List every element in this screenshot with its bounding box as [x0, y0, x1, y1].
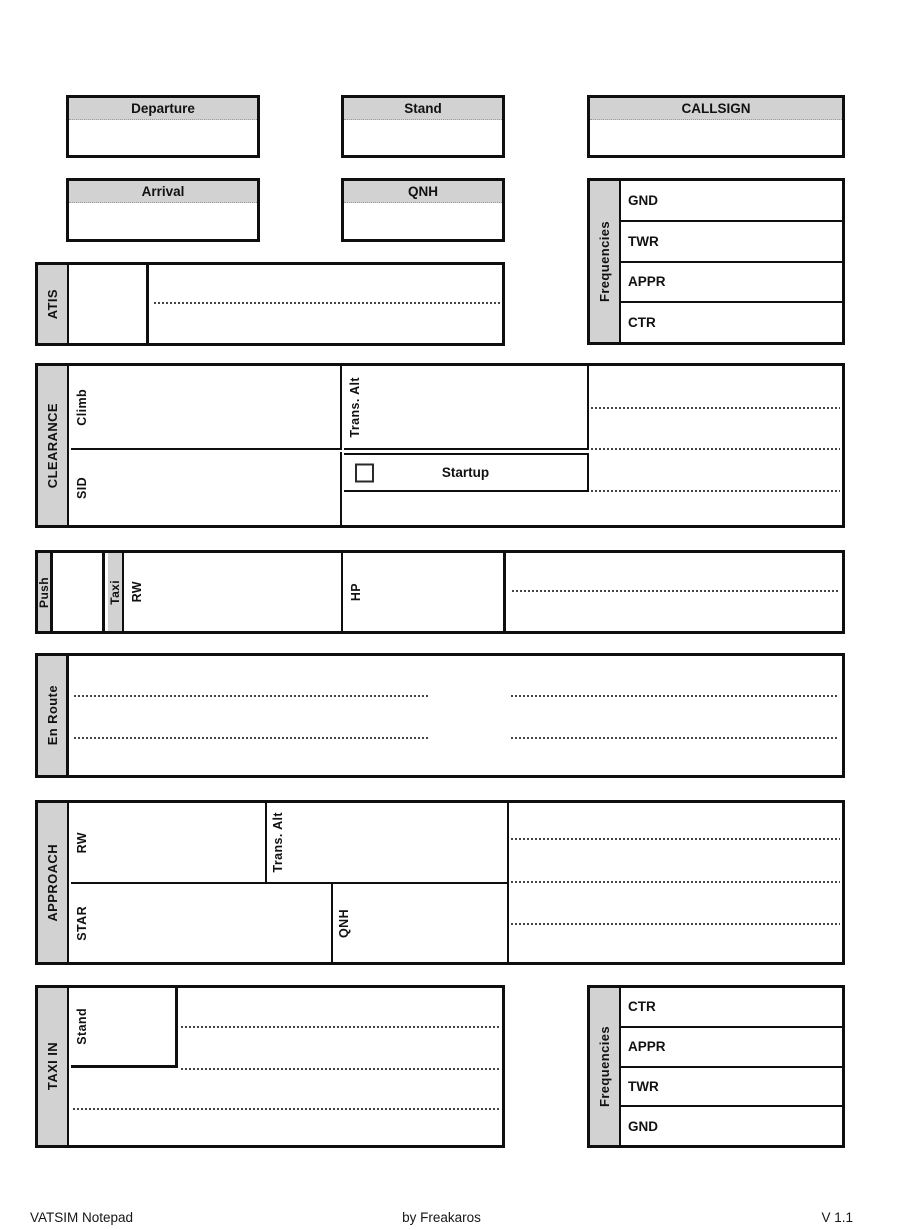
- atis-notes-field[interactable]: [152, 265, 502, 343]
- appr-label-2: APPR: [628, 1039, 666, 1055]
- twr-label-2: TWR: [628, 1078, 659, 1094]
- callsign-header-label: CALLSIGN: [681, 101, 751, 116]
- footer-author: by Freakaros: [402, 1210, 481, 1225]
- box-departure: [66, 95, 260, 158]
- taxi-in-side-label: [38, 988, 69, 1145]
- startup-label: Startup: [441, 465, 490, 480]
- page-footer: [30, 1210, 853, 1228]
- section-push: [35, 550, 845, 634]
- section-en-route: [35, 653, 845, 778]
- box-stand: [341, 95, 505, 158]
- dotted-writing-line: [74, 695, 430, 697]
- push-field[interactable]: [56, 553, 105, 631]
- appr-frequency-field[interactable]: [676, 265, 840, 300]
- clearance-side-label: [38, 366, 69, 525]
- approach-qnh-field[interactable]: [333, 884, 509, 962]
- clearance-bottom-field[interactable]: [344, 492, 842, 525]
- footer-version: V 1.1: [821, 1210, 853, 1225]
- clearance-trans-alt-label: Trans. Alt: [348, 376, 362, 438]
- section-clearance: [35, 363, 845, 528]
- taxi-label-text: Taxi: [108, 579, 122, 605]
- approach-label-text: APPROACH: [45, 843, 60, 922]
- approach-rw-label-wrap: [75, 803, 89, 882]
- approach-side-label: [38, 803, 69, 962]
- ctr-label-2: CTR: [628, 999, 656, 1015]
- push-rw-label-wrap: [130, 553, 144, 631]
- twr-label: TWR: [628, 233, 659, 249]
- hp-field[interactable]: [345, 553, 506, 631]
- approach-trans-alt-label: Trans. Alt: [271, 812, 285, 873]
- stand-field[interactable]: [344, 120, 502, 155]
- arrival-header: [69, 181, 257, 203]
- departure-field[interactable]: [69, 120, 257, 155]
- section-taxi-in: [35, 985, 505, 1148]
- frequencies-top-rows: [621, 181, 842, 342]
- appr-frequency-field-2[interactable]: [676, 1030, 840, 1064]
- en-route-label-text: En Route: [44, 685, 60, 746]
- arrival-header-label: Arrival: [141, 184, 185, 199]
- gnd-label-2: GND: [628, 1118, 658, 1134]
- frequency-row-appr: [621, 261, 842, 302]
- section-approach: [35, 800, 845, 965]
- push-side-label: [38, 553, 53, 631]
- stand-header-label: Stand: [404, 101, 442, 116]
- box-callsign: [587, 95, 845, 158]
- frequencies-panel-top: [587, 178, 845, 345]
- twr-frequency-field-2[interactable]: [676, 1070, 840, 1104]
- ctr-frequency-field[interactable]: [676, 305, 840, 340]
- stand-header: [344, 98, 502, 120]
- box-arrival: [66, 178, 260, 242]
- taxi-in-stand-label: Stand: [75, 1008, 89, 1045]
- clearance-notes-field[interactable]: [589, 366, 842, 492]
- atis-label-text: ATIS: [45, 288, 60, 320]
- sid-label: SID: [75, 477, 89, 500]
- qnh-field[interactable]: [344, 203, 502, 239]
- dotted-writing-line: [511, 881, 840, 883]
- startup-checkbox[interactable]: [355, 463, 374, 482]
- arrival-field[interactable]: [69, 203, 257, 239]
- climb-label: Climb: [75, 388, 89, 426]
- frequency-row-gnd: [621, 181, 842, 220]
- climb-label-wrap: [75, 366, 89, 448]
- sid-field[interactable]: [71, 452, 342, 525]
- approach-rw-field[interactable]: [71, 803, 267, 884]
- gnd-label: GND: [628, 192, 658, 208]
- push-label-text: Push: [37, 576, 51, 608]
- frequencies-top-side-label: [590, 181, 621, 342]
- dotted-writing-line: [591, 407, 840, 409]
- dotted-writing-line: [511, 737, 839, 739]
- dotted-writing-line: [511, 838, 840, 840]
- departure-header-label: Departure: [131, 101, 195, 116]
- frequency-row-ctr: [621, 301, 842, 342]
- taxi-rw-field[interactable]: [126, 553, 343, 631]
- hp-label-wrap: [349, 553, 363, 631]
- callsign-field[interactable]: [590, 120, 842, 155]
- footer-app-name: VATSIM Notepad: [30, 1210, 134, 1225]
- star-label-wrap: [75, 884, 89, 962]
- clearance-label-text: CLEARANCE: [45, 402, 60, 489]
- ctr-label: CTR: [628, 315, 656, 331]
- dotted-writing-line: [511, 695, 839, 697]
- frequencies-bottom-label-text: Frequencies: [597, 1026, 612, 1107]
- atis-code-field[interactable]: [71, 265, 149, 343]
- approach-rw-label: RW: [75, 831, 89, 854]
- hp-label: HP: [349, 582, 363, 602]
- frequencies-bottom-side-label: [590, 988, 621, 1145]
- frequency-row-gnd-2: [621, 1105, 842, 1145]
- frequencies-top-label-text: Frequencies: [597, 221, 612, 302]
- frequencies-panel-bottom: [587, 985, 845, 1148]
- gnd-frequency-field-2[interactable]: [676, 1109, 840, 1143]
- dotted-writing-line: [591, 448, 840, 450]
- taxi-in-notes-field[interactable]: [71, 988, 502, 1145]
- frequency-row-twr: [621, 220, 842, 261]
- star-field[interactable]: [71, 884, 333, 962]
- en-route-notes-field[interactable]: [72, 656, 842, 775]
- dotted-writing-line: [511, 923, 840, 925]
- dotted-writing-line: [74, 737, 430, 739]
- en-route-side-label: [38, 656, 69, 775]
- section-atis: [35, 262, 505, 346]
- departure-header: [69, 98, 257, 120]
- callsign-header: [590, 98, 842, 120]
- dotted-writing-line: [181, 1026, 500, 1028]
- clearance-trans-alt-label-wrap: [348, 366, 362, 448]
- approach-trans-alt-field[interactable]: [267, 803, 509, 884]
- approach-trans-alt-label-wrap: [271, 803, 285, 882]
- ctr-frequency-field-2[interactable]: [676, 990, 840, 1024]
- atis-side-label: [38, 265, 69, 343]
- approach-qnh-label-wrap: [337, 884, 351, 962]
- dotted-writing-line: [512, 590, 840, 592]
- dotted-writing-line: [154, 302, 500, 304]
- clearance-trans-alt-field[interactable]: [344, 366, 589, 450]
- approach-qnh-label: QNH: [337, 908, 351, 938]
- dotted-writing-line: [73, 1108, 500, 1110]
- frequency-row-ctr-2: [621, 988, 842, 1026]
- star-label: STAR: [75, 905, 89, 941]
- frequency-row-appr-2: [621, 1026, 842, 1066]
- qnh-header-label: QNH: [408, 184, 438, 199]
- frequencies-bottom-rows: [621, 988, 842, 1145]
- climb-field[interactable]: [71, 366, 342, 450]
- gnd-frequency-field[interactable]: [676, 183, 840, 218]
- twr-frequency-field[interactable]: [676, 224, 840, 259]
- approach-notes-field[interactable]: [509, 803, 842, 962]
- dotted-writing-line: [591, 490, 840, 492]
- dotted-writing-line: [181, 1068, 500, 1070]
- sid-label-wrap: [75, 452, 89, 525]
- frequency-row-twr-2: [621, 1066, 842, 1106]
- push-rw-label: RW: [130, 581, 144, 603]
- taxi-side-label: [108, 553, 124, 631]
- startup-cell: [344, 453, 589, 492]
- taxi-in-label-text: TAXI IN: [45, 1042, 60, 1091]
- appr-label: APPR: [628, 274, 666, 290]
- box-qnh: [341, 178, 505, 242]
- push-notes-field[interactable]: [509, 553, 842, 631]
- qnh-header: [344, 181, 502, 203]
